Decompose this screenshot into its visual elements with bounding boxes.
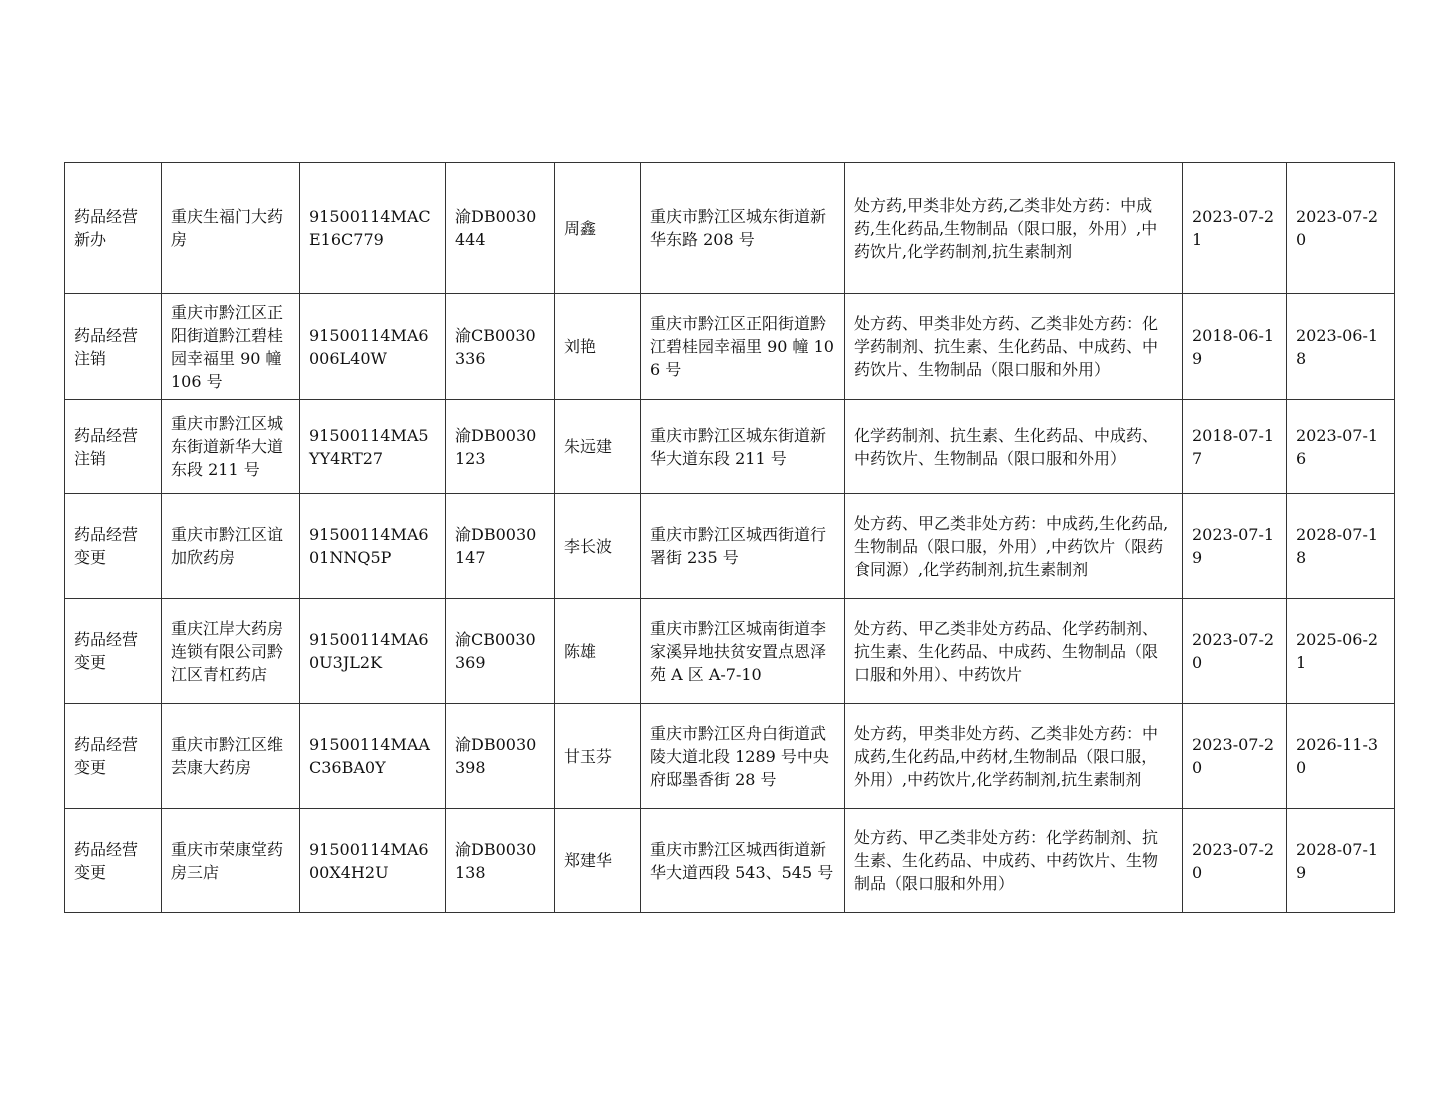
cell-license-no: 渝DB0030444	[446, 163, 555, 294]
cell-license-no: 渝DB0030398	[446, 704, 555, 809]
cell-address: 重庆市黔江区城西街道新华大道西段 543、545 号	[641, 809, 845, 913]
cell-name: 重庆市黔江区维芸康大药房	[162, 704, 300, 809]
cell-license-no: 渝DB0030147	[446, 494, 555, 599]
cell-start-date: 2018-07-17	[1183, 400, 1287, 494]
cell-scope: 处方药、甲类非处方药、乙类非处方药：化学药制剂、抗生素、生化药品、中成药、中药饮片、生物制品（限口服和外用）	[845, 294, 1183, 400]
cell-type: 药品经营新办	[65, 163, 162, 294]
cell-end-date: 2026-11-30	[1287, 704, 1395, 809]
cell-type: 药品经营注销	[65, 294, 162, 400]
table-row	[65, 809, 1395, 913]
cell-scope: 处方药、甲乙类非处方药品、化学药制剂、抗生素、生化药品、中成药、生物制品（限口服和外用）、中药饮片	[845, 599, 1183, 704]
cell-end-date: 2028-07-19	[1287, 809, 1395, 913]
cell-end-date: 2025-06-21	[1287, 599, 1395, 704]
table-row	[65, 163, 1395, 294]
cell-start-date: 2023-07-19	[1183, 494, 1287, 599]
cell-address: 重庆市黔江区城东街道新华东路 208 号	[641, 163, 845, 294]
cell-type: 药品经营变更	[65, 599, 162, 704]
cell-person: 李长波	[555, 494, 641, 599]
cell-scope: 处方药，甲类非处方药、乙类非处方药：中成药,生化药品,中药材,生物制品（限口服，外用）,中药饮片,化学药制剂,抗生素制剂	[845, 704, 1183, 809]
table-row	[65, 494, 1395, 599]
cell-name: 重庆市黔江区谊加欣药房	[162, 494, 300, 599]
cell-credit-code: 91500114MA600X4H2U	[300, 809, 446, 913]
cell-start-date: 2023-07-20	[1183, 704, 1287, 809]
table-row	[65, 294, 1395, 400]
cell-address: 重庆市黔江区城南街道李家溪异地扶贫安置点恩泽苑 A 区 A-7-10	[641, 599, 845, 704]
cell-license-no: 渝CB0030336	[446, 294, 555, 400]
cell-address: 重庆市黔江区正阳街道黔江碧桂园幸福里 90 幢 106 号	[641, 294, 845, 400]
cell-credit-code: 91500114MA601NNQ5P	[300, 494, 446, 599]
cell-person: 陈雄	[555, 599, 641, 704]
cell-person: 甘玉芬	[555, 704, 641, 809]
cell-start-date: 2023-07-20	[1183, 599, 1287, 704]
cell-person: 郑建华	[555, 809, 641, 913]
cell-license-no: 渝DB0030138	[446, 809, 555, 913]
cell-scope: 化学药制剂、抗生素、生化药品、中成药、中药饮片、生物制品（限口服和外用）	[845, 400, 1183, 494]
cell-start-date: 2023-07-20	[1183, 809, 1287, 913]
cell-name: 重庆市黔江区城东街道新华大道东段 211 号	[162, 400, 300, 494]
cell-type: 药品经营注销	[65, 400, 162, 494]
cell-license-no: 渝CB0030369	[446, 599, 555, 704]
cell-person: 朱远建	[555, 400, 641, 494]
cell-scope: 处方药,甲类非处方药,乙类非处方药：中成药,生化药品,生物制品（限口服，外用）,中药饮片,化学药制剂,抗生素制剂	[845, 163, 1183, 294]
cell-name: 重庆市黔江区正阳街道黔江碧桂园幸福里 90 幢 106 号	[162, 294, 300, 400]
cell-credit-code: 91500114MAAC36BA0Y	[300, 704, 446, 809]
cell-type: 药品经营变更	[65, 809, 162, 913]
cell-address: 重庆市黔江区城东街道新华大道东段 211 号	[641, 400, 845, 494]
cell-credit-code: 91500114MA60U3JL2K	[300, 599, 446, 704]
cell-credit-code: 91500114MACE16C779	[300, 163, 446, 294]
cell-type: 药品经营变更	[65, 494, 162, 599]
cell-person: 刘艳	[555, 294, 641, 400]
cell-scope: 处方药、甲乙类非处方药：中成药,生化药品,生物制品（限口服，外用）,中药饮片（限药食同源）,化学药制剂,抗生素制剂	[845, 494, 1183, 599]
cell-license-no: 渝DB0030123	[446, 400, 555, 494]
cell-type: 药品经营变更	[65, 704, 162, 809]
cell-credit-code: 91500114MA5YY4RT27	[300, 400, 446, 494]
cell-name: 重庆江岸大药房连锁有限公司黔江区青杠药店	[162, 599, 300, 704]
cell-end-date: 2023-07-16	[1287, 400, 1395, 494]
table-row	[65, 704, 1395, 809]
license-table	[64, 162, 1395, 913]
cell-name: 重庆市荣康堂药房三店	[162, 809, 300, 913]
table-row	[65, 400, 1395, 494]
cell-person: 周鑫	[555, 163, 641, 294]
cell-address: 重庆市黔江区舟白街道武陵大道北段 1289 号中央府邸墨香街 28 号	[641, 704, 845, 809]
cell-start-date: 2018-06-19	[1183, 294, 1287, 400]
cell-end-date: 2028-07-18	[1287, 494, 1395, 599]
cell-end-date: 2023-07-20	[1287, 163, 1395, 294]
cell-scope: 处方药、甲乙类非处方药：化学药制剂、抗生素、生化药品、中成药、中药饮片、生物制品（限口服和外用）	[845, 809, 1183, 913]
cell-name: 重庆生福门大药房	[162, 163, 300, 294]
cell-address: 重庆市黔江区城西街道行署街 235 号	[641, 494, 845, 599]
cell-credit-code: 91500114MA6006L40W	[300, 294, 446, 400]
cell-end-date: 2023-06-18	[1287, 294, 1395, 400]
table-row	[65, 599, 1395, 704]
cell-start-date: 2023-07-21	[1183, 163, 1287, 294]
